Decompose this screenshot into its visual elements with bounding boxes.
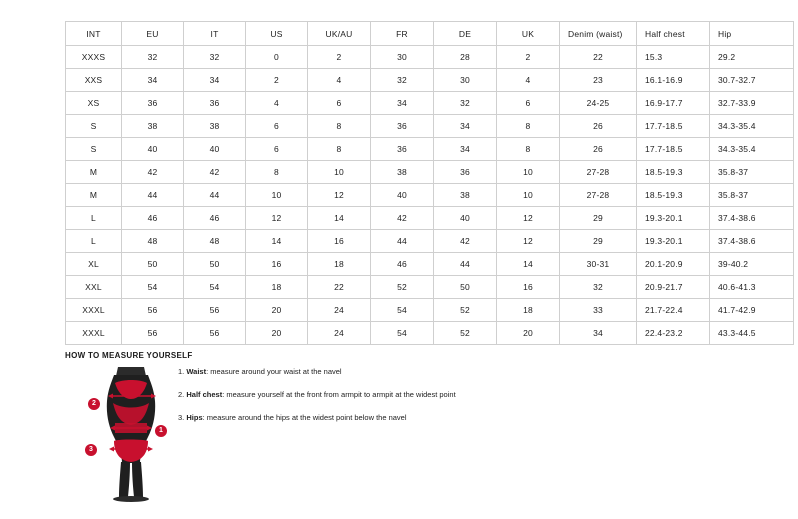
cell-eu: 34	[122, 69, 184, 92]
table-row	[66, 184, 794, 207]
column-header-eu: EU	[122, 22, 184, 46]
table-row	[66, 161, 794, 184]
cell-fr: 30	[371, 46, 434, 69]
cell-fr: 44	[371, 230, 434, 253]
cell-us: 6	[246, 115, 308, 138]
cell-de: 36	[434, 161, 497, 184]
cell-uk: 10	[497, 161, 560, 184]
cell-de: 44	[434, 253, 497, 276]
cell-fr: 34	[371, 92, 434, 115]
cell-de: 28	[434, 46, 497, 69]
cell-it: 54	[184, 276, 246, 299]
cell-half-chest: 17.7-18.5	[637, 115, 710, 138]
cell-denim-waist: 30-31	[560, 253, 637, 276]
cell-denim-waist: 33	[560, 299, 637, 322]
cell-hip: 34.3-35.4	[710, 115, 794, 138]
table-header-row	[66, 22, 794, 46]
cell-half-chest: 18.5-19.3	[637, 161, 710, 184]
cell-half-chest: 17.7-18.5	[637, 138, 710, 161]
cell-hip: 37.4-38.6	[710, 207, 794, 230]
cell-uk: 2	[497, 46, 560, 69]
cell-uk: 4	[497, 69, 560, 92]
cell-it: 36	[184, 92, 246, 115]
table-row	[66, 299, 794, 322]
cell-hip: 43.3-44.5	[710, 322, 794, 345]
cell-it: 56	[184, 299, 246, 322]
cell-it: 38	[184, 115, 246, 138]
cell-int: M	[66, 161, 122, 184]
cell-int: L	[66, 230, 122, 253]
cell-fr: 54	[371, 322, 434, 345]
cell-it: 46	[184, 207, 246, 230]
cell-uk: 14	[497, 253, 560, 276]
measure-item-text: : measure around the hips at the widest point below the navel	[202, 413, 407, 422]
cell-uk: 16	[497, 276, 560, 299]
cell-ukau: 24	[308, 299, 371, 322]
cell-de: 30	[434, 69, 497, 92]
cell-eu: 32	[122, 46, 184, 69]
cell-uk: 20	[497, 322, 560, 345]
cell-eu: 56	[122, 299, 184, 322]
cell-hip: 32.7-33.9	[710, 92, 794, 115]
measure-item-number: 3.	[178, 413, 185, 422]
cell-denim-waist: 23	[560, 69, 637, 92]
cell-us: 10	[246, 184, 308, 207]
cell-de: 32	[434, 92, 497, 115]
cell-fr: 36	[371, 115, 434, 138]
cell-int: XS	[66, 92, 122, 115]
how-to-measure-list	[178, 366, 598, 435]
cell-us: 0	[246, 46, 308, 69]
cell-denim-waist: 32	[560, 276, 637, 299]
cell-de: 50	[434, 276, 497, 299]
cell-denim-waist: 27-28	[560, 161, 637, 184]
cell-fr: 38	[371, 161, 434, 184]
cell-fr: 54	[371, 299, 434, 322]
cell-fr: 36	[371, 138, 434, 161]
column-header-us: US	[246, 22, 308, 46]
cell-fr: 32	[371, 69, 434, 92]
cell-de: 52	[434, 322, 497, 345]
cell-half-chest: 16.1-16.9	[637, 69, 710, 92]
cell-eu: 48	[122, 230, 184, 253]
cell-ukau: 24	[308, 322, 371, 345]
cell-hip: 35.8-37	[710, 161, 794, 184]
cell-uk: 8	[497, 115, 560, 138]
cell-eu: 36	[122, 92, 184, 115]
cell-uk: 12	[497, 230, 560, 253]
cell-uk: 10	[497, 184, 560, 207]
cell-hip: 39-40.2	[710, 253, 794, 276]
cell-it: 56	[184, 322, 246, 345]
table-row	[66, 46, 794, 69]
cell-us: 14	[246, 230, 308, 253]
cell-half-chest: 21.7-22.4	[637, 299, 710, 322]
cell-it: 48	[184, 230, 246, 253]
cell-uk: 8	[497, 138, 560, 161]
cell-eu: 56	[122, 322, 184, 345]
cell-int: XXL	[66, 276, 122, 299]
measure-item-term: Half chest	[186, 390, 223, 399]
cell-it: 34	[184, 69, 246, 92]
table-header	[66, 22, 794, 46]
cell-fr: 46	[371, 253, 434, 276]
measure-badge-3: 3	[85, 444, 97, 456]
cell-de: 42	[434, 230, 497, 253]
size-chart	[65, 21, 756, 345]
column-header-hip: Hip	[710, 22, 794, 46]
cell-us: 20	[246, 322, 308, 345]
cell-hip: 41.7-42.9	[710, 299, 794, 322]
cell-uk: 12	[497, 207, 560, 230]
cell-fr: 40	[371, 184, 434, 207]
list-item	[178, 412, 598, 423]
column-header-fr: FR	[371, 22, 434, 46]
cell-us: 4	[246, 92, 308, 115]
cell-de: 34	[434, 138, 497, 161]
measure-item-text: : measure yourself at the front from armpit to armpit at the widest point	[222, 390, 456, 399]
cell-eu: 46	[122, 207, 184, 230]
table-row	[66, 138, 794, 161]
table-row	[66, 207, 794, 230]
cell-eu: 54	[122, 276, 184, 299]
cell-int: S	[66, 115, 122, 138]
cell-ukau: 16	[308, 230, 371, 253]
cell-denim-waist: 29	[560, 207, 637, 230]
cell-fr: 52	[371, 276, 434, 299]
cell-half-chest: 19.3-20.1	[637, 230, 710, 253]
cell-hip: 37.4-38.6	[710, 230, 794, 253]
cell-eu: 44	[122, 184, 184, 207]
cell-denim-waist: 26	[560, 138, 637, 161]
cell-denim-waist: 22	[560, 46, 637, 69]
column-header-int: INT	[66, 22, 122, 46]
cell-ukau: 2	[308, 46, 371, 69]
cell-ukau: 14	[308, 207, 371, 230]
list-item	[178, 389, 598, 400]
cell-it: 44	[184, 184, 246, 207]
cell-half-chest: 16.9-17.7	[637, 92, 710, 115]
cell-uk: 18	[497, 299, 560, 322]
cell-eu: 38	[122, 115, 184, 138]
cell-us: 2	[246, 69, 308, 92]
list-item	[178, 366, 598, 377]
cell-ukau: 22	[308, 276, 371, 299]
size-table	[65, 21, 794, 345]
table-row	[66, 115, 794, 138]
cell-eu: 42	[122, 161, 184, 184]
column-header-uk: UK	[497, 22, 560, 46]
measure-badge-2: 2	[88, 398, 100, 410]
cell-it: 50	[184, 253, 246, 276]
table-row	[66, 230, 794, 253]
cell-us: 20	[246, 299, 308, 322]
cell-ukau: 8	[308, 138, 371, 161]
cell-de: 38	[434, 184, 497, 207]
cell-uk: 6	[497, 92, 560, 115]
cell-int: XL	[66, 253, 122, 276]
cell-fr: 42	[371, 207, 434, 230]
cell-denim-waist: 34	[560, 322, 637, 345]
measure-item-number: 2.	[178, 390, 185, 399]
column-header-ukau: UK/AU	[308, 22, 371, 46]
table-row	[66, 276, 794, 299]
cell-us: 18	[246, 276, 308, 299]
measure-item-number: 1.	[178, 367, 185, 376]
cell-hip: 40.6-41.3	[710, 276, 794, 299]
cell-ukau: 18	[308, 253, 371, 276]
cell-us: 6	[246, 138, 308, 161]
cell-hip: 34.3-35.4	[710, 138, 794, 161]
cell-it: 32	[184, 46, 246, 69]
cell-int: XXXS	[66, 46, 122, 69]
cell-int: S	[66, 138, 122, 161]
column-header-denim-waist: Denim (waist)	[560, 22, 637, 46]
cell-hip: 29.2	[710, 46, 794, 69]
cell-int: XXXL	[66, 322, 122, 345]
cell-ukau: 4	[308, 69, 371, 92]
cell-us: 16	[246, 253, 308, 276]
cell-hip: 35.8-37	[710, 184, 794, 207]
cell-denim-waist: 24-25	[560, 92, 637, 115]
cell-de: 34	[434, 115, 497, 138]
column-header-it: IT	[184, 22, 246, 46]
column-header-half-chest: Half chest	[637, 22, 710, 46]
cell-denim-waist: 26	[560, 115, 637, 138]
cell-de: 52	[434, 299, 497, 322]
measure-badge-1: 1	[155, 425, 167, 437]
cell-de: 40	[434, 207, 497, 230]
measure-item-term: Hips	[186, 413, 203, 422]
how-to-measure-title: HOW TO MEASURE YOURSELF	[65, 351, 193, 360]
cell-half-chest: 19.3-20.1	[637, 207, 710, 230]
measure-item-text: : measure around your waist at the navel	[206, 367, 342, 376]
cell-denim-waist: 29	[560, 230, 637, 253]
table-row	[66, 69, 794, 92]
cell-us: 12	[246, 207, 308, 230]
cell-ukau: 8	[308, 115, 371, 138]
cell-eu: 50	[122, 253, 184, 276]
cell-int: XXS	[66, 69, 122, 92]
cell-denim-waist: 27-28	[560, 184, 637, 207]
cell-eu: 40	[122, 138, 184, 161]
cell-it: 42	[184, 161, 246, 184]
cell-half-chest: 18.5-19.3	[637, 184, 710, 207]
cell-int: M	[66, 184, 122, 207]
cell-it: 40	[184, 138, 246, 161]
cell-int: XXXL	[66, 299, 122, 322]
cell-half-chest: 22.4-23.2	[637, 322, 710, 345]
cell-ukau: 12	[308, 184, 371, 207]
table-row	[66, 253, 794, 276]
cell-half-chest: 20.9-21.7	[637, 276, 710, 299]
cell-int: L	[66, 207, 122, 230]
cell-us: 8	[246, 161, 308, 184]
cell-ukau: 6	[308, 92, 371, 115]
column-header-de: DE	[434, 22, 497, 46]
table-body	[66, 46, 794, 345]
cell-half-chest: 20.1-20.9	[637, 253, 710, 276]
table-row	[66, 322, 794, 345]
cell-ukau: 10	[308, 161, 371, 184]
table-row	[66, 92, 794, 115]
cell-hip: 30.7-32.7	[710, 69, 794, 92]
cell-half-chest: 15.3	[637, 46, 710, 69]
measure-item-term: Waist	[186, 367, 207, 376]
